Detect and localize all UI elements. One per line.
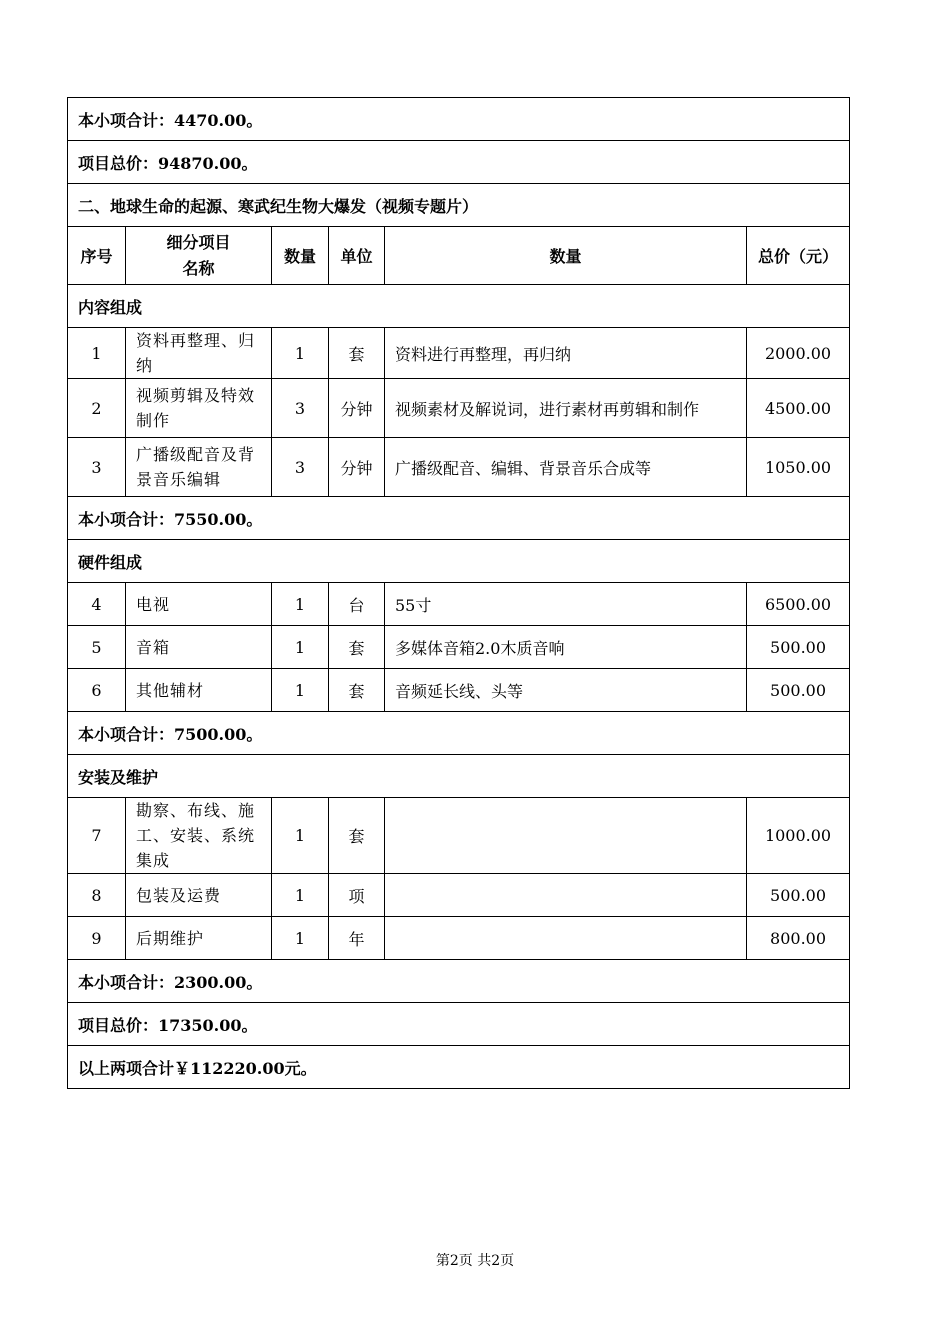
table-row bbox=[68, 583, 850, 626]
table-row bbox=[68, 669, 850, 712]
item-name: 包装及运费 bbox=[126, 874, 272, 917]
grand-total-text: 以上两项合计￥112220.00元。 bbox=[68, 1046, 850, 1089]
item-unit: 项 bbox=[329, 874, 385, 917]
table-row bbox=[68, 379, 850, 438]
table-header-row bbox=[68, 227, 850, 285]
table-row bbox=[68, 328, 850, 379]
subtotal-row bbox=[68, 712, 850, 755]
subtotal-row bbox=[68, 98, 850, 141]
item-price: 4500.00 bbox=[747, 379, 850, 438]
item-name: 电视 bbox=[126, 583, 272, 626]
item-desc: 资料进行再整理，再归纳 bbox=[385, 328, 747, 379]
project-total-row bbox=[68, 1003, 850, 1046]
item-desc: 视频素材及解说词，进行素材再剪辑和制作 bbox=[385, 379, 747, 438]
item-price: 800.00 bbox=[747, 917, 850, 960]
item-no: 1 bbox=[68, 328, 126, 379]
table-row bbox=[68, 874, 850, 917]
subtotal-row bbox=[68, 497, 850, 540]
item-qty: 1 bbox=[272, 874, 329, 917]
header-name-line1: 细分项目 bbox=[166, 232, 231, 252]
subtotal-text: 本小项合计：4470.00。 bbox=[68, 98, 850, 141]
item-no: 5 bbox=[68, 626, 126, 669]
item-name: 其他辅材 bbox=[126, 669, 272, 712]
item-desc bbox=[385, 798, 747, 874]
item-price: 1050.00 bbox=[747, 438, 850, 497]
item-price: 1000.00 bbox=[747, 798, 850, 874]
item-desc: 音频延长线、头等 bbox=[385, 669, 747, 712]
header-desc: 数量 bbox=[385, 227, 747, 285]
item-name: 后期维护 bbox=[126, 917, 272, 960]
item-unit: 套 bbox=[329, 669, 385, 712]
item-desc: 55寸 bbox=[385, 583, 747, 626]
project-total-text: 项目总价：17350.00。 bbox=[68, 1003, 850, 1046]
item-price: 6500.00 bbox=[747, 583, 850, 626]
item-unit: 年 bbox=[329, 917, 385, 960]
section-heading-row bbox=[68, 184, 850, 227]
item-name: 勘察、布线、施工、安装、系统集成 bbox=[126, 798, 272, 874]
project-total-text: 项目总价：94870.00。 bbox=[68, 141, 850, 184]
grand-total-row bbox=[68, 1046, 850, 1089]
item-qty: 1 bbox=[272, 669, 329, 712]
table-row bbox=[68, 438, 850, 497]
item-unit: 套 bbox=[329, 328, 385, 379]
page-footer: 第2页 共2页 bbox=[435, 1253, 515, 1269]
item-desc bbox=[385, 917, 747, 960]
item-qty: 3 bbox=[272, 379, 329, 438]
table-row bbox=[68, 626, 850, 669]
item-price: 2000.00 bbox=[747, 328, 850, 379]
item-name: 广播级配音及背景音乐编辑 bbox=[126, 438, 272, 497]
table-row bbox=[68, 917, 850, 960]
item-unit: 分钟 bbox=[329, 379, 385, 438]
subtotal-text: 本小项合计：7550.00。 bbox=[68, 497, 850, 540]
item-no: 8 bbox=[68, 874, 126, 917]
item-desc: 多媒体音箱2.0木质音响 bbox=[385, 626, 747, 669]
project-total-row bbox=[68, 141, 850, 184]
item-desc: 广播级配音、编辑、背景音乐合成等 bbox=[385, 438, 747, 497]
header-unit: 单位 bbox=[329, 227, 385, 285]
subtotal-text: 本小项合计：2300.00。 bbox=[68, 960, 850, 1003]
item-price: 500.00 bbox=[747, 874, 850, 917]
item-no: 6 bbox=[68, 669, 126, 712]
item-qty: 1 bbox=[272, 626, 329, 669]
section-title: 安装及维护 bbox=[68, 755, 850, 798]
item-qty: 1 bbox=[272, 917, 329, 960]
subtotal-text: 本小项合计：7500.00。 bbox=[68, 712, 850, 755]
item-no: 7 bbox=[68, 798, 126, 874]
section-heading: 二、地球生命的起源、寒武纪生物大爆发（视频专题片） bbox=[68, 184, 850, 227]
item-no: 9 bbox=[68, 917, 126, 960]
item-name: 音箱 bbox=[126, 626, 272, 669]
section-title-row bbox=[68, 540, 850, 583]
item-qty: 1 bbox=[272, 328, 329, 379]
item-no: 4 bbox=[68, 583, 126, 626]
table-row bbox=[68, 798, 850, 874]
header-name-line2: 名称 bbox=[182, 258, 215, 278]
quote-table bbox=[67, 97, 850, 1089]
item-qty: 1 bbox=[272, 583, 329, 626]
item-qty: 1 bbox=[272, 798, 329, 874]
item-unit: 套 bbox=[329, 626, 385, 669]
item-price: 500.00 bbox=[747, 669, 850, 712]
subtotal-row bbox=[68, 960, 850, 1003]
item-desc bbox=[385, 874, 747, 917]
item-unit: 套 bbox=[329, 798, 385, 874]
header-no: 序号 bbox=[68, 227, 126, 285]
item-name: 视频剪辑及特效制作 bbox=[126, 379, 272, 438]
header-name bbox=[126, 227, 272, 285]
item-unit: 台 bbox=[329, 583, 385, 626]
item-qty: 3 bbox=[272, 438, 329, 497]
item-no: 2 bbox=[68, 379, 126, 438]
section-title: 硬件组成 bbox=[68, 540, 850, 583]
header-price: 总价（元） bbox=[747, 227, 850, 285]
item-price: 500.00 bbox=[747, 626, 850, 669]
section-title-row bbox=[68, 285, 850, 328]
item-unit: 分钟 bbox=[329, 438, 385, 497]
section-title-row bbox=[68, 755, 850, 798]
header-qty: 数量 bbox=[272, 227, 329, 285]
item-name: 资料再整理、归纳 bbox=[126, 328, 272, 379]
section-title: 内容组成 bbox=[68, 285, 850, 328]
item-no: 3 bbox=[68, 438, 126, 497]
